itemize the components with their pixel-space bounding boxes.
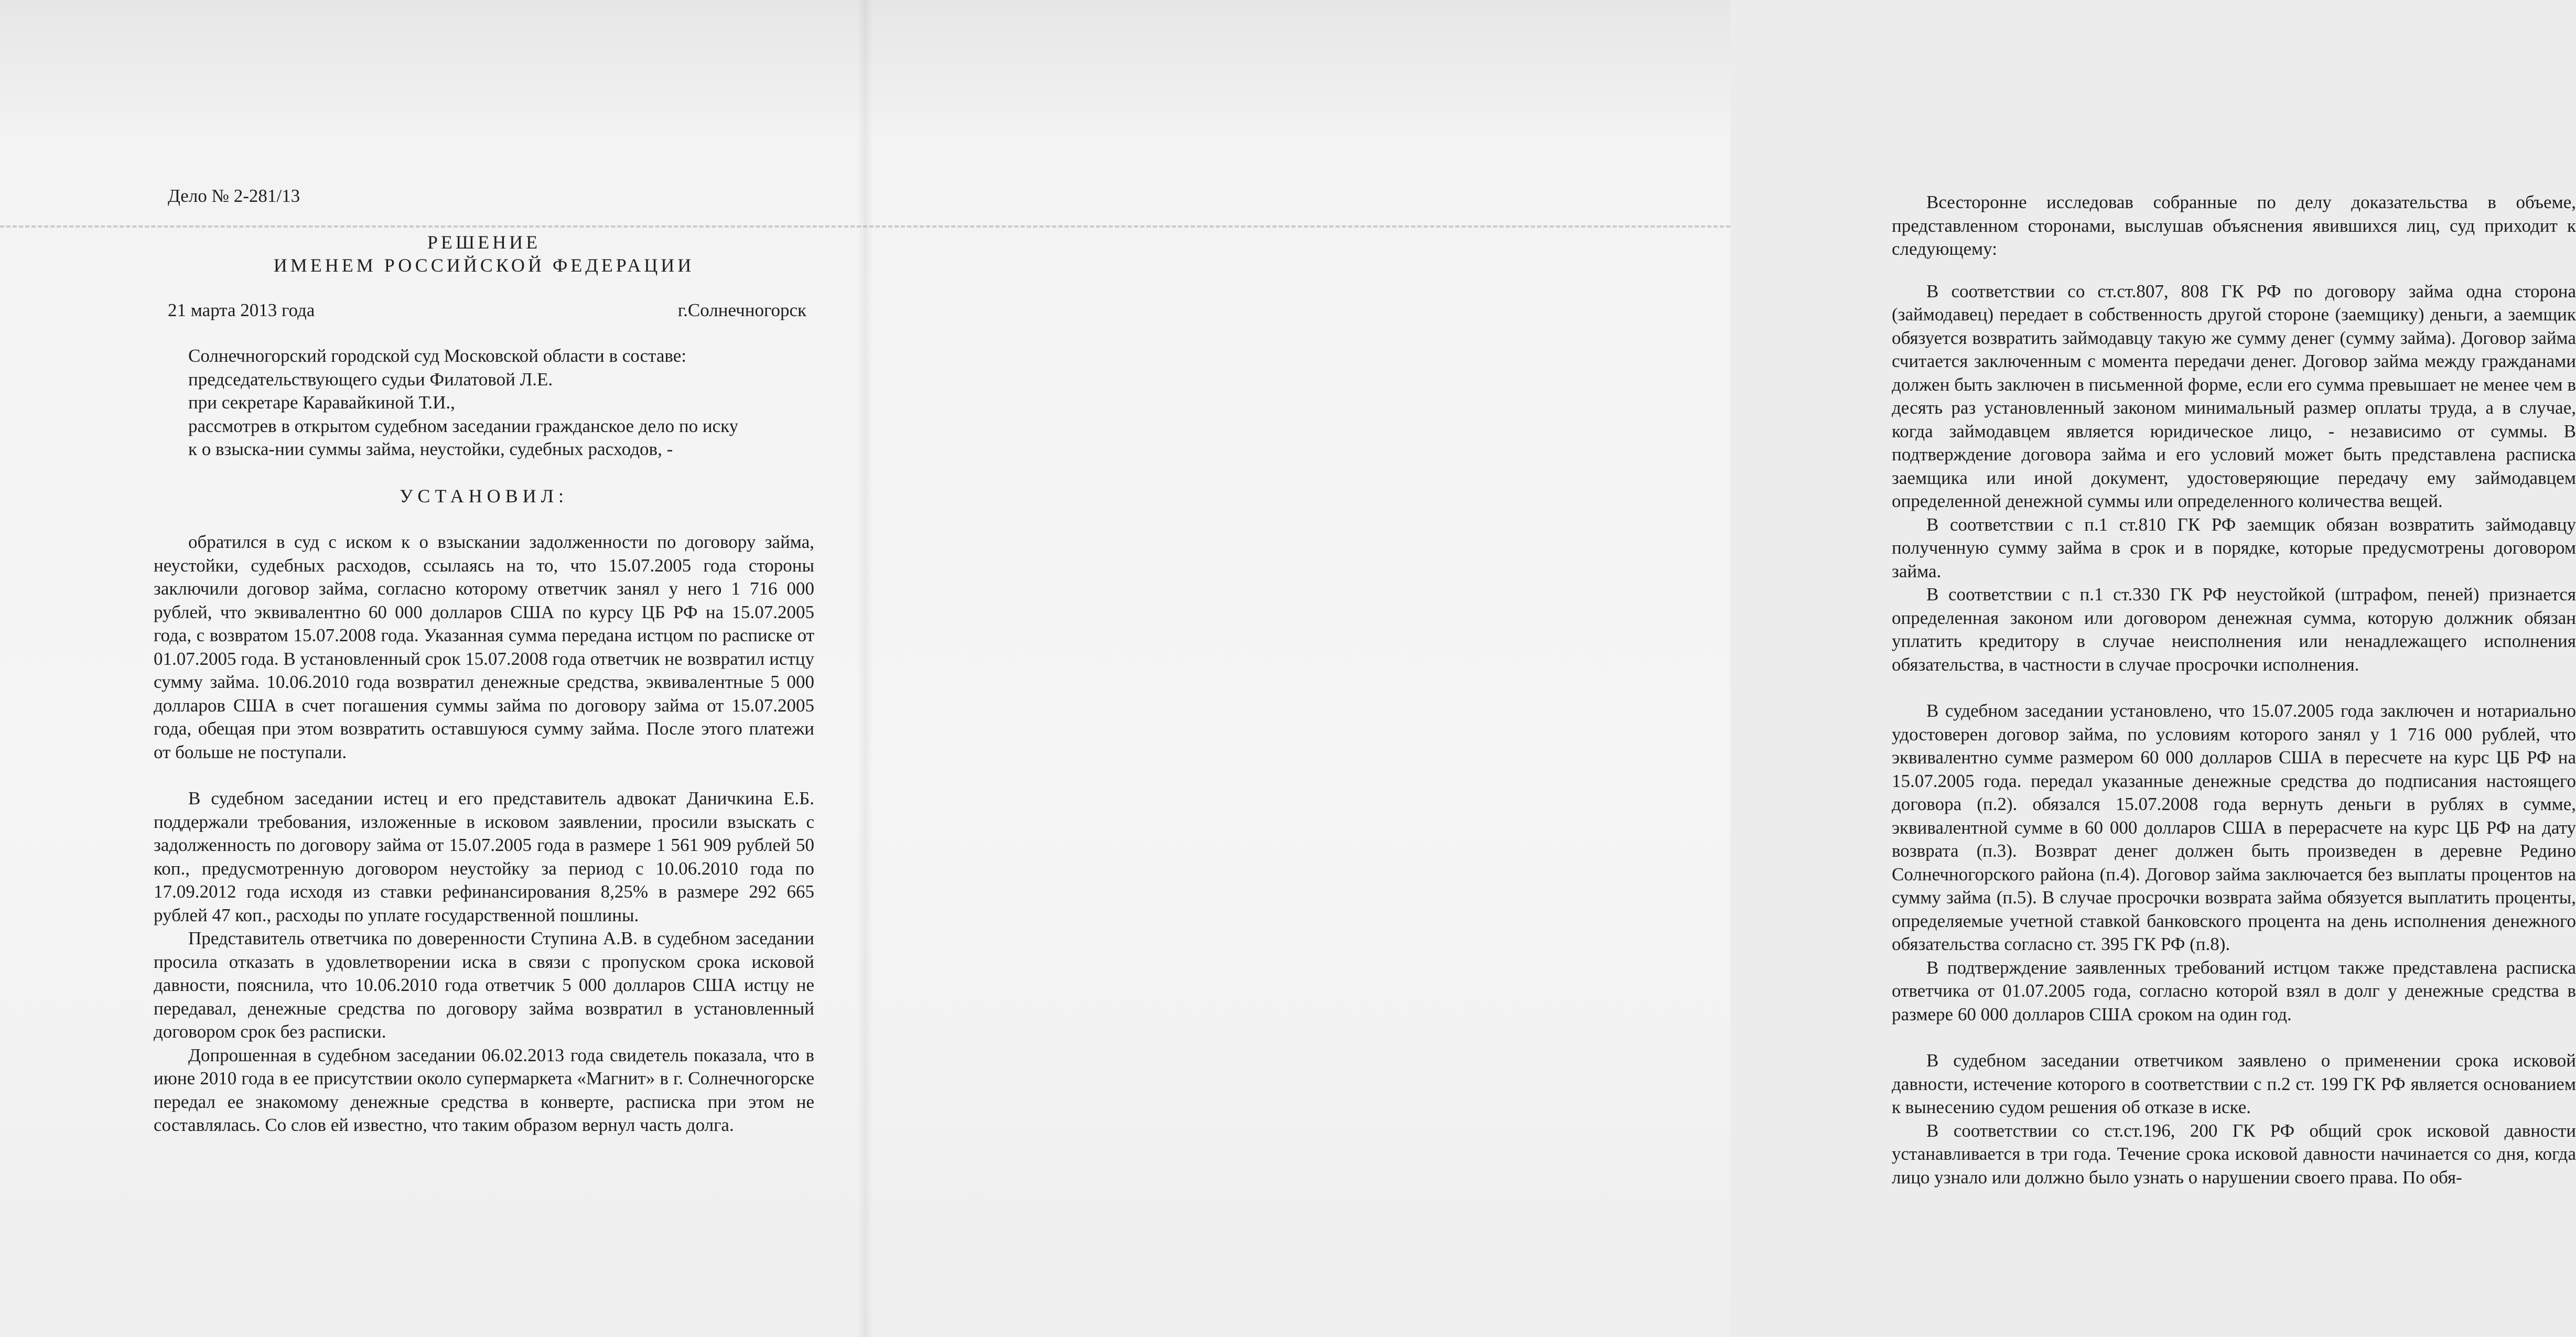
court-intro-line: председательствующего судьи Филатовой Л.Е.	[188, 369, 553, 390]
right-paragraph: В соответствии с п.1 ст.330 ГК РФ неустойкой (штрафом, пеней) признается определенная законом или договором денежная сумма, которую должник обязан уплатить кредитору в случае неисполнения или ненадлежащего исполнения обязательства, в частности в случае просрочки исполнения.	[1892, 584, 2576, 675]
document-title: РЕШЕНИЕ	[427, 232, 541, 253]
left-page	[0, 0, 865, 1337]
decision-date: 21 марта 2013 года	[168, 300, 315, 320]
spacer	[154, 508, 814, 531]
right-column-text	[1892, 191, 2576, 1189]
spacer	[154, 461, 814, 484]
right-paragraph: В судебном заседании ответчиком заявлено о применении срока исковой давности, истечение которого в соответствии с п.2 ст. 199 ГК РФ является основанием к вынесению судом решения об отказе в иске.	[1892, 1050, 2576, 1117]
right-paragraph: Всесторонне исследовав собранные по делу доказательства в объеме, представленном сторонами, выслушав объяснения явившихся лиц, суд приходит к следующему:	[1892, 192, 2576, 259]
court-intro-subject: к о взыска-нии суммы займа, неустойки, судебных расходов, -	[188, 439, 673, 459]
right-paragraph: В соответствии с п.1 ст.810 ГК РФ заемщик обязан возвратить займодавцу полученную сумму займа в срок и в порядке, которые предусмотрены договором займа.	[1892, 514, 2576, 581]
spacer	[1892, 676, 2576, 699]
spacer	[1892, 1026, 2576, 1049]
document-title-block	[154, 231, 814, 277]
decision-city: г.Солнечногорск	[677, 300, 806, 320]
left-column-text	[154, 344, 814, 1137]
left-paragraph: Допрошенная в судебном заседании 06.02.2013 года свидетель показала, что в июне 2010 года в ее присутствии около супермаркета «Магнит» в г. Солнечногорске передал ее знакомому денежные средства в конверте, расписка при этом не составлялась. Со слов ей известно, что таким образом вернул часть долга.	[154, 1044, 814, 1135]
right-paragraph: В соответствии со ст.ст.196, 200 ГК РФ общий срок исковой давности устанавливается в три года. Течение срока исковой давности начинается со дня, когда лицо узнало или должно было узнать о нарушении своего права. По обя-	[1892, 1120, 2576, 1188]
court-intro-consideration: рассмотрев в открытом судебном заседании гражданское дело по иску	[188, 415, 739, 436]
left-paragraph: В судебном заседании истец и его представитель адвокат Даничкина Е.Б. поддержали требования, изложенные в исковом заявлении, просили взыскать с задолженность по договору займа от 15.07.2005 года в размере 1 561 909 рублей 50 коп., предусмотренную договором неустойку за период с 10.06.2010 года по 17.09.2012 года исходя из ставки рефинансирования 8,25% в размере 292 665 рублей 47 коп., расходы по уплате государственной пошлины.	[154, 788, 814, 925]
court-intro-line: при секретаре Каравайкиной Т.И.,	[188, 392, 455, 413]
date-place-line	[154, 300, 806, 321]
spacer	[154, 764, 814, 787]
case-number: Дело № 2-281/13	[168, 186, 300, 206]
left-paragraph: Представитель ответчика по доверенности Ступина А.В. в судебном заседании просила отказать в удовлетворении иска в связи с пропуском срока исковой давности, пояснила, что 10.06.2010 года ответчик 5 000 долларов США истцу не передавал, денежные средства по договору займа возвратил в установленный договором срок без расписки.	[154, 928, 814, 1042]
right-paragraph: В судебном заседании установлено, что 15.07.2005 года заключен и нотариально удостоверен договор займа, по условиям которого занял у 1 716 000 рублей, что эквивалентно сумме размером 60 000 долларов США в пересчете на курс ЦБ РФ на 15.07.2005 года. передал указанные денежные средства до подписания настоящего договора (п.2). обязался 15.07.2008 года вернуть деньги в рублях в сумме, эквивалентной сумме в 60 000 долларов США в перерасчете на курс ЦБ РФ на дату возврата (п.3). Возврат денег должен быть произведен в деревне Редино Солнечногорского района (п.4). Договор займа заключается без выплаты процентов на сумму займа (п.5). В случае просрочки возврата займа обязуется выплатить проценты, определяемые учетной ставкой банковского процента на день исполнения денежного обязательства согласно ст. 395 ГК РФ (п.8).	[1892, 700, 2576, 954]
left-paragraph: обратился в суд с иском к о взыскании задолженности по договору займа, неустойки, судебных расходов, ссылаясь на то, что 15.07.2005 года стороны заключили договор займа, согласно которому ответчик занял у него 1 716 000 рублей, что эквивалентно 60 000 долларов США по курсу ЦБ РФ на 15.07.2005 года, с возвратом 15.07.2008 года. Указанная сумма передана истцом по расписке от 01.07.2005 года. В установленный срок 15.07.2008 года ответчик не возвратил истцу сумму займа. 10.06.2010 года возвратил денежные средства, эквивалентные 5 000 долларов США в счет погашения суммы займа по договору займа от 15.07.2005 года, обещая при этом возвратить оставшуюся сумму займа. После этого платежи от больше не поступали.	[154, 532, 814, 762]
established-heading: УСТАНОВИЛ:	[399, 485, 569, 506]
document-subtitle: ИМЕНЕМ РОССИЙСКОЙ ФЕДЕРАЦИИ	[273, 255, 695, 276]
right-page	[865, 0, 2576, 1337]
spacer	[1892, 261, 2576, 280]
right-paragraph: В соответствии со ст.ст.807, 808 ГК РФ по договору займа одна сторона (займодавец) передает в собственность другой стороне (заемщику) деньги, а заемщик обязуется возвратить займодавцу такую же сумму денег (сумму займа). Договор займа считается заключенным с момента передачи денег. Договор займа между гражданами должен быть заключен в письменной форме, если его сумма превышает не менее чем в десять раз установленный законом минимальный размер оплаты труда, а в случае, когда займодавцем является юридическое лицо, - независимо от суммы. В подтверждение договора займа и его условий может быть представлена расписка заемщика или иной документ, удостоверяющие передачу ему займодавцем определенной денежной суммы или определенного количества вещей.	[1892, 281, 2576, 511]
right-paragraph: В подтверждение заявленных требований истцом также представлена расписка ответчика от 01.07.2005 года, согласно которой взял в долг у денежные средства в размере 60 000 долларов США сроком на один год.	[1892, 957, 2576, 1025]
court-intro-line: Солнечногорский городской суд Московской области в составе:	[188, 346, 687, 366]
